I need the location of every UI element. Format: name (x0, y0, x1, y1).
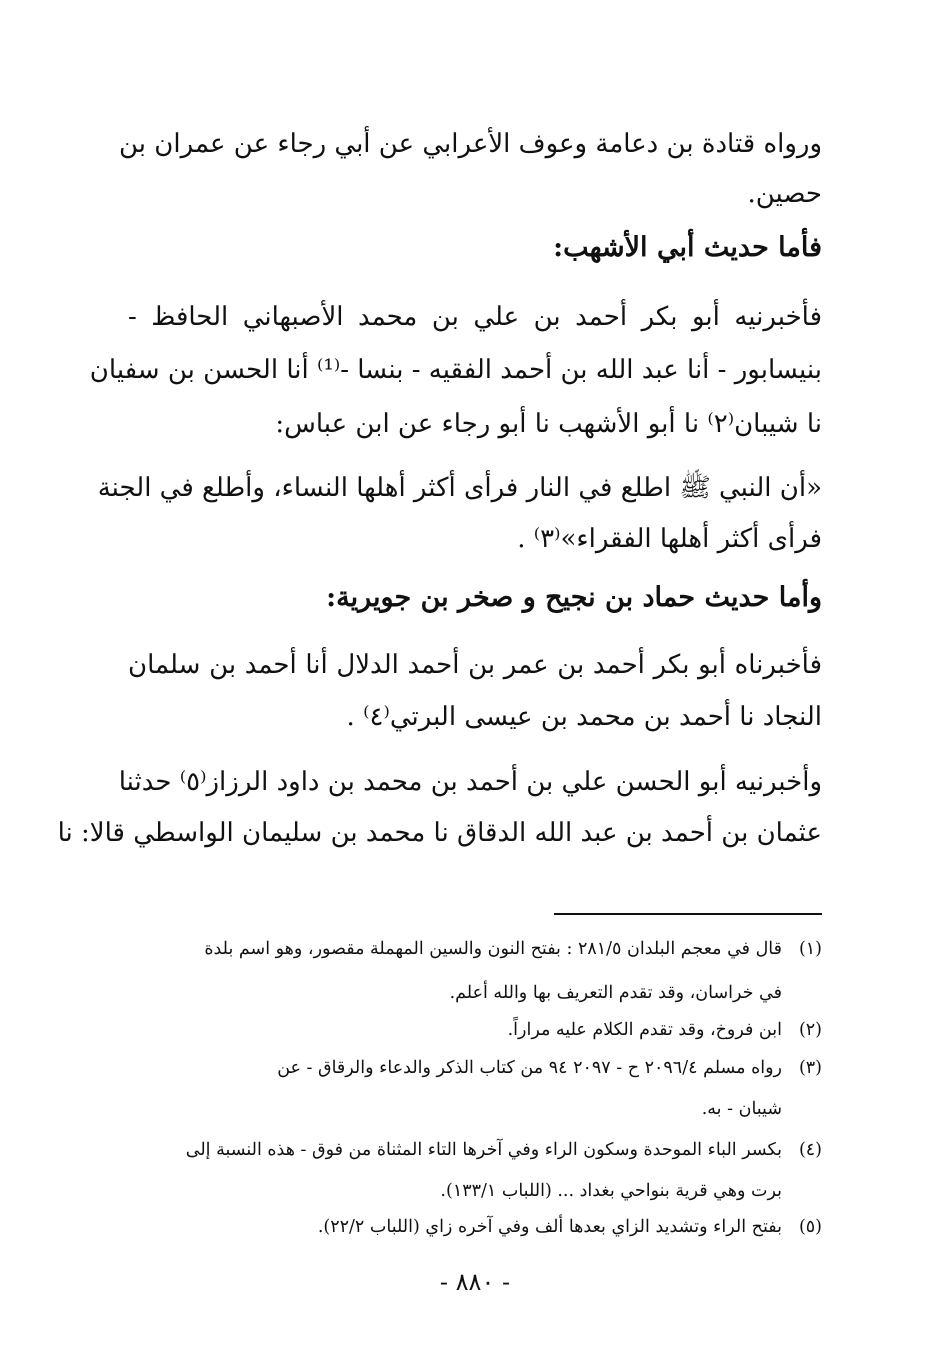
body-line-12: وأخبرنيه أبو الحسن علي بن أحمد بن محمد بن داود الرزاز⁽٥⁾ حدثنا (118, 767, 822, 797)
page-number: - ٨٨٠ - (439, 1268, 511, 1296)
footnote-4-continuation: برت وهي قرية بنواحي بغداد ... (اللباب ١٣٣/١). (440, 1181, 782, 1201)
footnote-3-continuation: شيبان - به. (701, 1099, 782, 1119)
footnote-3 (128, 1053, 822, 1083)
hadith-line-1: «أن النبي ﷺ اطلع في النار فرأى أكثر أهلها النساء، وأطلع في الجنة (97, 473, 822, 503)
footnote-text: ابن فروخ، وقد تقدم الكلام عليه مراراً. (507, 1020, 782, 1040)
section-heading-hammad-sakhr: وأما حديث حماد بن نجيح و صخر بن جويرية: (326, 582, 822, 613)
footnote-text: بكسر الباء الموحدة وسكون الراء وفي آخرها التاء المثناة من فوق - هذه النسبة إلى (185, 1140, 782, 1160)
footnote-number: (٥) (798, 1217, 822, 1237)
body-line-5: بنيسابور - أنا عبد الله بن أحمد الفقيه - بنسا -⁽¹⁾ أنا الحسن بن سفيان (89, 355, 822, 385)
footnote-text: رواه مسلم ٢٠٩٦/٤ ح - ٢٠٩٧ ٩٤ من كتاب الذكر والدعاء والرقاق - عن (277, 1058, 782, 1078)
body-line-10: فأخبرناه أبو بكر أحمد بن عمر بن أحمد الدلال أنا أحمد بن سلمان (128, 650, 822, 680)
footnote-1 (128, 934, 822, 964)
footnote-text: قال في معجم البلدان ٢٨١/٥ : بفتح النون والسين المهملة مقصور، وهو اسم بلدة (204, 939, 782, 959)
body-line-4: فأخبرنيه أبو بكر أحمد بن علي بن محمد الأصبهاني الحافظ - (128, 302, 822, 332)
footnote-number: (٤) (798, 1140, 822, 1160)
footnote-number: (٣) (798, 1058, 822, 1078)
footnote-text: بفتح الراء وتشديد الزاي بعدها ألف وفي آخره زاي (اللباب ٢٢/٢). (317, 1217, 782, 1237)
footnote-5 (128, 1212, 822, 1242)
footnote-1-continuation: في خراسان، وقد تقدم التعريف بها والله أعلم. (449, 983, 782, 1003)
footnote-number: (١) (798, 939, 822, 959)
body-line-2: حصين. (747, 179, 822, 209)
body-line-11: النجاد نا أحمد بن محمد بن عيسى البرتي⁽٤⁾ . (346, 702, 822, 732)
body-line-6: نا شيبان⁽٢⁾ نا أبو الأشهب نا أبو رجاء عن ابن عباس: (275, 409, 822, 439)
body-line-1: ورواه قتادة بن دعامة وعوف الأعرابي عن أبي رجاء عن عمران بن (119, 129, 822, 159)
footnote-separator (554, 913, 822, 915)
footnote-4 (128, 1135, 822, 1165)
footnote-2 (128, 1015, 822, 1045)
hadith-line-2: فرأى أكثر أهلها الفقراء»⁽٣⁾ . (517, 524, 822, 554)
body-line-13: عثمان بن أحمد بن عبد الله الدقاق نا محمد بن سليمان الواسطي قالا: نا (57, 818, 822, 848)
section-heading-abi-al-ashhab: فأما حديث أبي الأشهب: (553, 232, 822, 263)
footnote-number: (٢) (798, 1020, 822, 1040)
